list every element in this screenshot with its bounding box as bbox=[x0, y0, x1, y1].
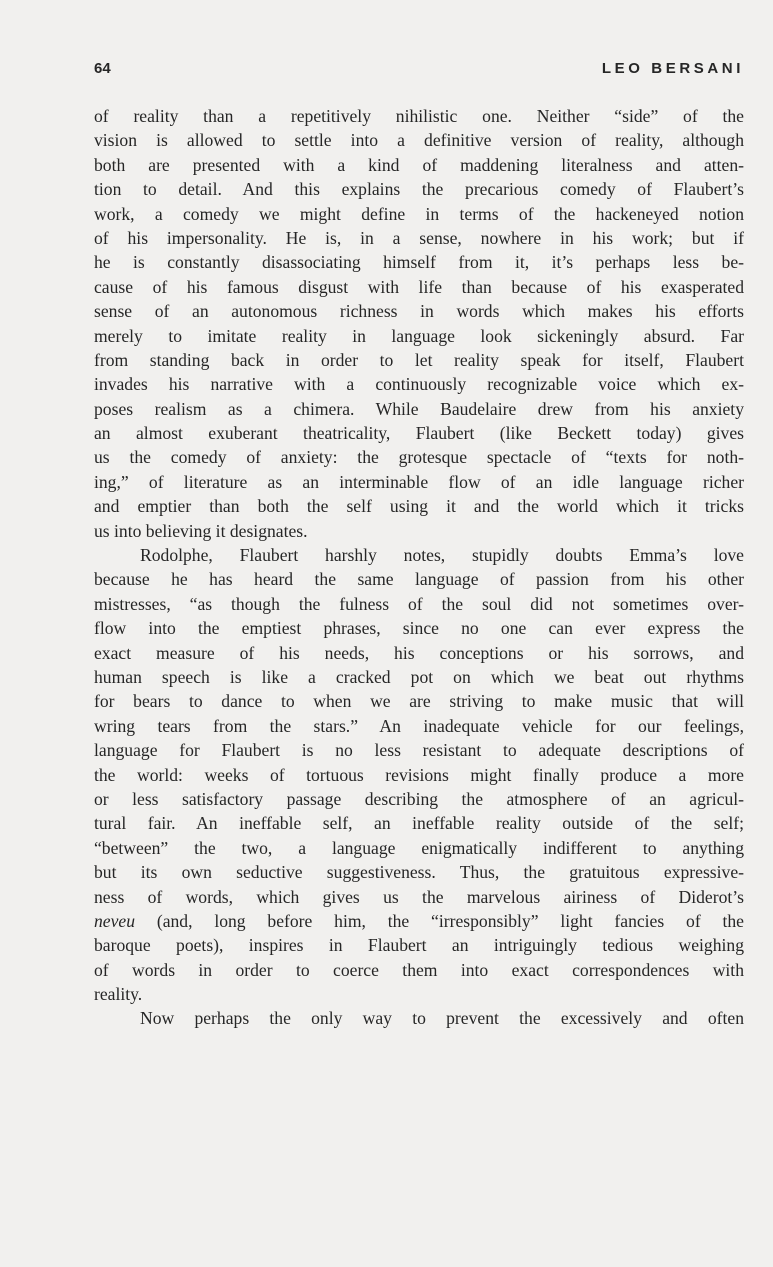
text-line: sense of an autonomous richness in words which makes his efforts bbox=[94, 301, 744, 322]
text-line: invades his narrative with a continuously recognizable voice which ex- bbox=[94, 374, 744, 395]
italic-title: neveu bbox=[94, 910, 136, 931]
body-text bbox=[94, 104, 744, 1031]
text-line: tion to detail. And this explains the precarious comedy of Flaubert’s bbox=[94, 179, 744, 200]
text-line: ness of words, which gives us the marvelous airiness of Diderot’s bbox=[94, 886, 744, 907]
text-line: poses realism as a chimera. While Baudelaire drew from his anxiety bbox=[94, 398, 744, 419]
text-line: tural fair. An ineffable self, an ineffable reality outside of the self; bbox=[94, 813, 744, 834]
text-line: the world: weeks of tortuous revisions might finally produce a more bbox=[94, 764, 744, 785]
text-line: reality. bbox=[94, 984, 143, 1005]
text-line: but its own seductive suggestiveness. Thus, the gratuitous expressive- bbox=[94, 862, 744, 883]
text-line: merely to imitate reality in language look sickeningly absurd. Far bbox=[94, 325, 744, 346]
text-line: of words in order to coerce them into exact correspondences with bbox=[94, 959, 744, 980]
text-line: language for Flaubert is no less resistant to adequate descriptions of bbox=[94, 740, 744, 761]
text-line: of his impersonality. He is, in a sense, nowhere in his work; but if bbox=[94, 227, 744, 248]
text-line: an almost exuberant theatricality, Flaubert (like Beckett today) gives bbox=[94, 423, 744, 444]
text-line: and emptier than both the self using it and the world which it tricks bbox=[94, 496, 744, 517]
text-line: for bears to dance to when we are striving to make music that will bbox=[94, 691, 744, 712]
text-line: flow into the emptiest phrases, since no one can ever express the bbox=[94, 618, 744, 639]
text-line: wring tears from the stars.” An inadequate vehicle for our feelings, bbox=[94, 715, 744, 736]
running-head: LEO BERSANI bbox=[601, 60, 744, 77]
text-line: baroque poets), inspires in Flaubert an intriguingly tedious weighing bbox=[94, 935, 744, 956]
text-line: ing,” of literature as an interminable flow of an idle language richer bbox=[94, 471, 744, 492]
text-line: from standing back in order to let reality speak for itself, Flaubert bbox=[94, 349, 744, 370]
text-line: “between” the two, a language enigmatically indifferent to anything bbox=[94, 837, 744, 858]
paragraph-first-line: Rodolphe, Flaubert harshly notes, stupidly doubts Emma’s love bbox=[140, 545, 744, 566]
text-line: or less satisfactory passage describing the atmosphere of an agricul- bbox=[94, 788, 744, 809]
text-line-with-italic bbox=[94, 909, 744, 933]
text-line: of reality than a repetitively nihilistic one. Neither “side” of the bbox=[94, 106, 744, 126]
text-line: work, a comedy we might define in terms of the hackeneyed notion bbox=[94, 203, 744, 224]
text-line: us the comedy of anxiety: the grotesque spectacle of “texts for noth- bbox=[94, 447, 744, 468]
text-line: cause of his famous disgust with life than because of his exasperated bbox=[94, 276, 744, 297]
page-number: 64 bbox=[94, 60, 111, 77]
text-line: vision is allowed to settle into a definitive version of reality, although bbox=[94, 130, 744, 151]
text-line: because he has heard the same language of passion from his other bbox=[94, 569, 744, 590]
text-line: he is constantly disassociating himself from it, it’s perhaps less be- bbox=[94, 252, 744, 273]
text-line-rest: (and, long before him, the “irresponsibly” light fancies of the bbox=[156, 910, 744, 931]
text-line: exact measure of his needs, his conceptions or his sorrows, and bbox=[94, 642, 744, 663]
page-header bbox=[94, 60, 744, 82]
text-line: us into believing it designates. bbox=[94, 520, 308, 541]
text-line: mistresses, “as though the fulness of the soul did not sometimes over- bbox=[94, 593, 744, 614]
text-line: both are presented with a kind of maddening literalness and atten- bbox=[94, 154, 744, 175]
text-line: human speech is like a cracked pot on which we beat out rhythms bbox=[94, 666, 744, 687]
paragraph-first-line: Now perhaps the only way to prevent the excessively and often bbox=[140, 1008, 744, 1029]
